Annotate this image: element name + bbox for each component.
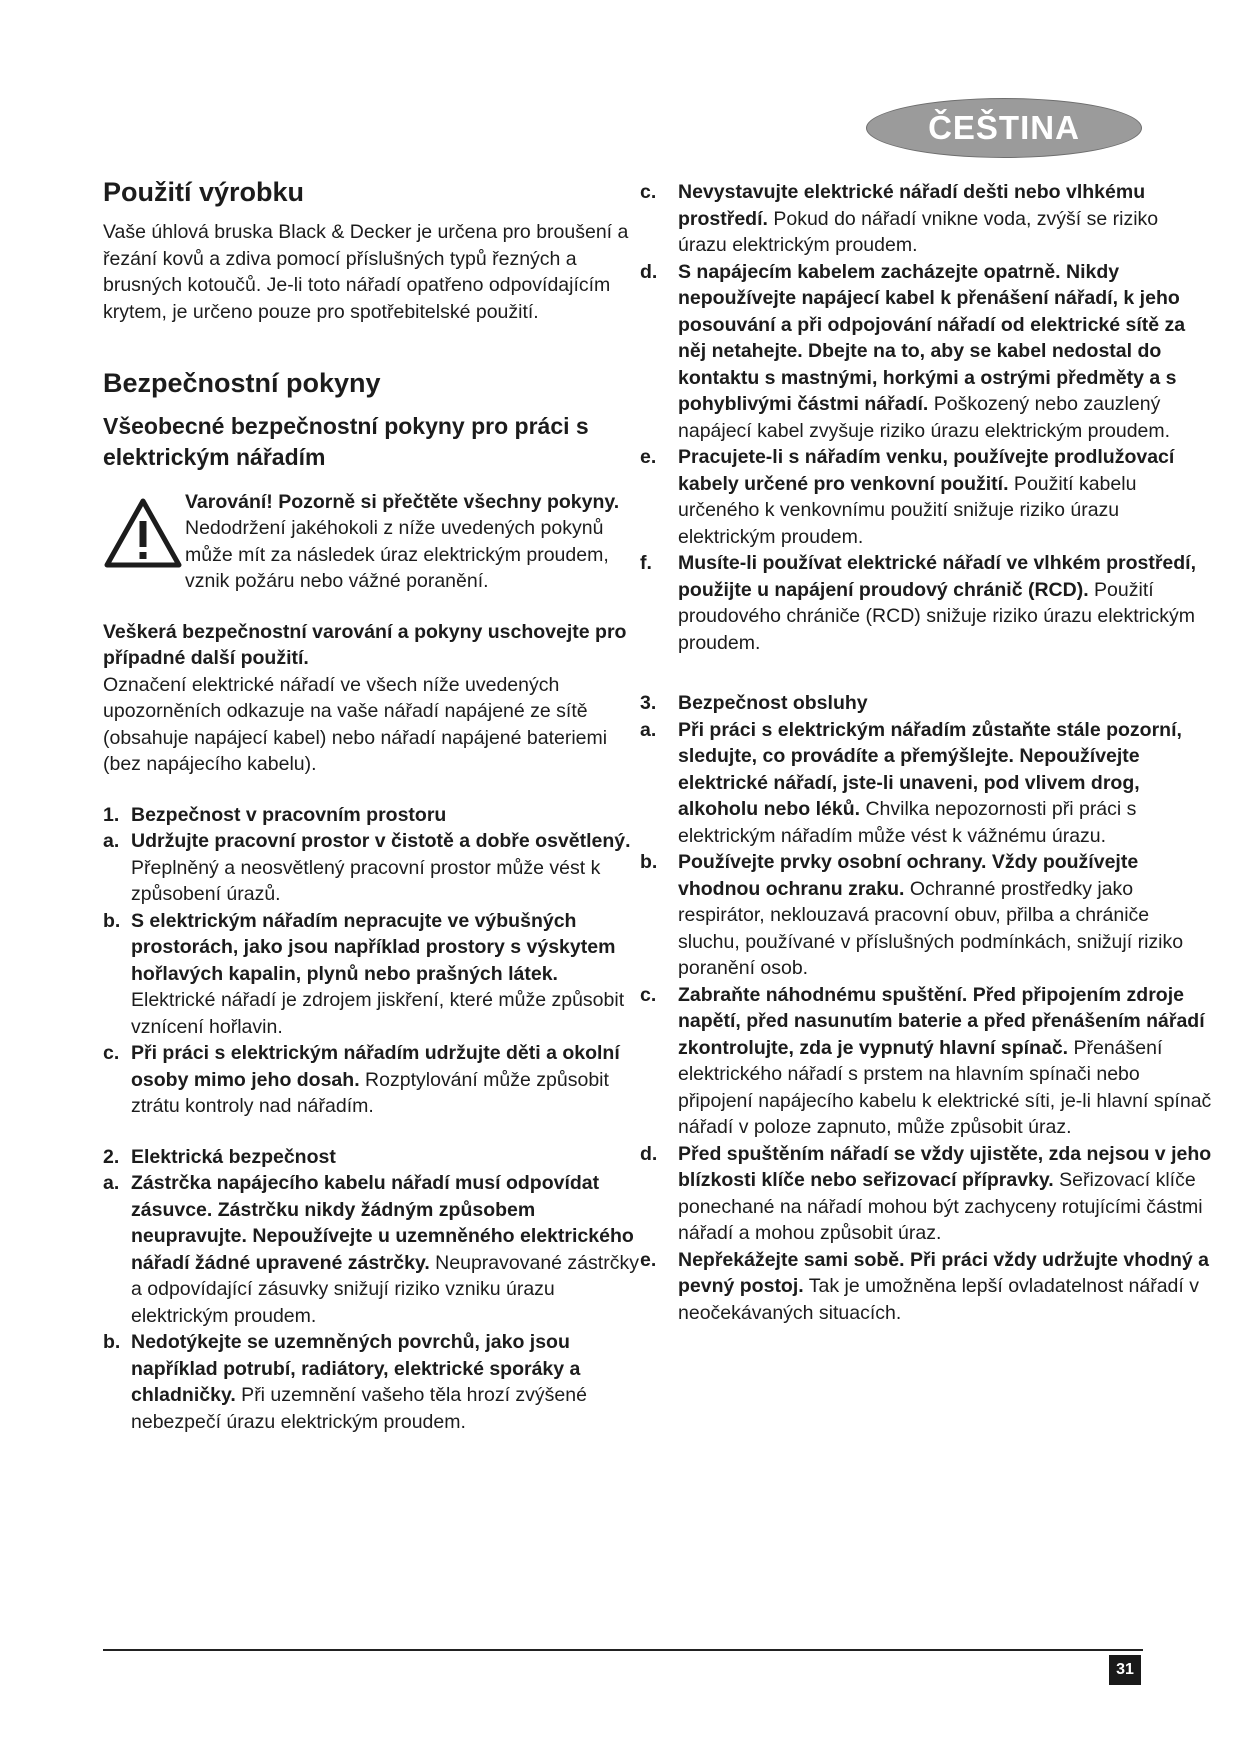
item-bold: Zabraňte náhodnému spuštění. Před připojením zdroje napětí, před nasunutím baterie a před přenášením nářadí zkontrolujte, zda je vypnutý hlavní spínač.	[678, 983, 1205, 1059]
item-text	[678, 1247, 1212, 1327]
item-bold: Při práci s elektrickým nářadím zůstaňte stále pozorní, sledujte, co provádíte a přemýšlejte. Nepoužívejte elektrické nářadí, jste-li unaveni, pod vlivem drog, alkoholu nebo léků.	[678, 718, 1182, 820]
item-bold: Udržujte pracovní prostor v čistotě a dobře osvětlený.	[131, 830, 631, 853]
left-column	[103, 176, 643, 1435]
item-rest: Ochranné prostředky jako respirátor, neklouzavá pracovní obuv, přilba a chrániče sluchu, používané v příslušných podmínkách, snižují riziko poranění osob.	[678, 877, 1184, 979]
safety-title: Bezpečnostní pokyny	[103, 368, 381, 399]
right-column	[640, 179, 1220, 1326]
list-item	[103, 1040, 643, 1120]
item-marker: c.	[640, 983, 657, 1006]
item-rest: Tak je umožněna lepší ovladatelnost nářadí v neočekávaných situacích.	[678, 1275, 1199, 1324]
list-item	[103, 828, 643, 908]
item-bold: Nedotýkejte se uzemněných povrchů, jako jsou například potrubí, radiátory, elektrické sporáky a chladničky.	[131, 1331, 581, 1407]
item-rest: Elektrické nářadí je zdrojem jiskření, které může způsobit vznícení hořlavin.	[131, 989, 625, 1038]
list-item	[103, 908, 643, 1041]
list-item	[640, 550, 1212, 656]
item-text	[678, 550, 1212, 656]
item-text	[131, 908, 643, 1041]
electrical-list-left	[103, 1170, 643, 1435]
item-rest: Použití kabelu určeného k venkovnímu použití snižuje riziko úrazu elektrickým proudem.	[678, 472, 1137, 548]
work-area-heading	[103, 802, 643, 829]
personal-list	[640, 717, 1212, 1327]
item-bold: Před spuštěním nářadí se vždy ujistěte, zda nejsou v jeho blízkosti klíče nebo seřizovací přípravky.	[678, 1142, 1212, 1191]
item-marker: e.	[640, 446, 657, 468]
personal-heading	[640, 690, 1212, 717]
list-item	[640, 717, 1212, 850]
item-rest: Použití proudového chrániče (RCD) snižuje riziko úrazu elektrickým proudem.	[678, 578, 1195, 654]
electrical-title: Elektrická bezpečnost	[131, 1145, 336, 1168]
item-rest: Přeplněný a neosvětlený pracovní prostor může vést k způsobení úrazů.	[131, 856, 601, 906]
item-bold: Používejte prvky osobní ochrany. Vždy používejte vhodnou ochranu zraku.	[678, 851, 1139, 900]
item-text	[678, 1141, 1212, 1247]
item-rest: Rozptylování může způsobit ztrátu kontroly nad nářadím.	[131, 1068, 609, 1118]
item-bold: Nepřekážejte sami sobě. Při práci vždy udržujte vhodný a pevný postoj.	[678, 1248, 1210, 1297]
warning-text	[185, 489, 633, 595]
item-text	[131, 1170, 643, 1329]
item-text	[131, 1329, 643, 1435]
item-marker: d.	[640, 260, 658, 283]
item-text	[678, 179, 1212, 259]
item-marker: a.	[640, 718, 657, 741]
item-rest: Přenášení elektrického nářadí s prstem na hlavním spínači nebo připojení napájecího kabelu k elektrické síti, je-li hlavní spínač nářadí v poloze zapnuto, může způsobit úraz.	[678, 1036, 1212, 1138]
item-rest: Chvilka nepozornosti při práci s elektrickým nářadím může vést k vážnému úrazu.	[678, 798, 1137, 847]
item-marker: b.	[103, 909, 121, 932]
keep-text: Označení elektrické nářadí ve všech níže uvedených upozorněních odkazuje na vaše nářadí napájené ze sítě (obsahuje napájecí kabel) nebo nářadí napájené bateriemi (bez napájecího kabelu).	[103, 673, 608, 776]
item-text	[131, 1040, 643, 1120]
footer-rule	[103, 1649, 1143, 1651]
item-rest: Neupravované zástrčky a odpovídající zásuvky snižují riziko vzniku úrazu elektrickým proudem.	[131, 1251, 639, 1327]
warning-rest: Nedodržení jakéhokoli z níže uvedených pokynů může mít za následek úraz elektrickým proudem, vznik požáru nebo vážné poranění.	[185, 517, 609, 593]
list-item	[103, 1329, 643, 1435]
usage-title: Použití výrobku	[103, 177, 305, 207]
item-marker: c.	[640, 181, 657, 203]
item-bold: Při práci s elektrickým nářadím udržujte děti a okolní osoby mimo jeho dosah.	[131, 1042, 620, 1091]
item-rest: Poškozený nebo zauzlený napájecí kabel zvyšuje riziko úrazu elektrickým proudem.	[678, 393, 1171, 442]
work-area-number: 1.	[103, 803, 120, 826]
item-bold: Pracujete-li s nářadím venku, používejte prodlužovací kabely určené pro venkovní použití.	[678, 446, 1175, 495]
item-marker: b.	[103, 1331, 121, 1354]
work-area-title: Bezpečnost v pracovním prostoru	[131, 803, 447, 826]
personal-number: 3.	[640, 692, 657, 714]
item-text	[678, 444, 1212, 550]
list-item	[640, 982, 1212, 1141]
item-text	[678, 849, 1212, 982]
item-text	[678, 982, 1212, 1141]
item-bold: Nevystavujte elektrické nářadí dešti nebo vlhkému prostředí.	[678, 181, 1146, 230]
list-item	[640, 1141, 1212, 1247]
item-text	[678, 259, 1212, 445]
warning-bold: Varování! Pozorně si přečtěte všechny pokyny.	[185, 490, 620, 513]
personal-title: Bezpečnost obsluhy	[678, 692, 868, 714]
item-marker: a.	[103, 830, 120, 853]
list-item	[640, 444, 1212, 550]
list-item	[640, 1247, 1212, 1327]
item-text	[678, 717, 1212, 850]
item-bold: S napájecím kabelem zacházejte opatrně. Nikdy nepoužívejte napájecí kabel k přenášení nářadí, k jeho posouvání a při odpojování nářadí od elektrické sítě za něj netahejte. Dbejte na to, aby se kabel nedostal do kontaktu s mastnými, horkými a ostrými předměty a s pohyblivými částmi nářadí.	[678, 260, 1186, 415]
item-bold: Musíte-li používat elektrické nářadí ve vlhkém prostředí, použijte u napájení proudový chránič (RCD).	[678, 552, 1197, 601]
usage-text: Vaše úhlová bruska Black & Decker je určena pro broušení a řezání kovů a zdiva pomocí příslušných typů řezných a brusných kotoučů. Je-li toto nářadí opatřeno odpovídajícím krytem, je určeno pouze pro spotřebitelské použití.	[103, 221, 629, 323]
item-marker: c.	[103, 1042, 120, 1065]
item-marker: e.	[640, 1248, 657, 1271]
language-badge: ČEŠTINA	[866, 98, 1142, 158]
item-marker: d.	[640, 1142, 658, 1165]
warning-block	[103, 489, 643, 595]
item-marker: f.	[640, 552, 652, 574]
keep-instructions: Veškerá bezpečnostní varování a pokyny uschovejte pro případné další použití.	[103, 620, 627, 670]
list-item	[640, 259, 1212, 445]
item-rest: Seřizovací klíče ponechané na nářadí mohou být zachyceny rotujícími částmi nářadí a mohou způsobit úraz.	[678, 1169, 1203, 1244]
page-number: 31	[1109, 1655, 1141, 1685]
item-bold: Zástrčka napájecího kabelu nářadí musí odpovídat zásuvce. Zástrčku nikdy žádným způsobem neupravujte. Nepoužívejte u uzemněného elektrického nářadí žádné upravené zástrčky.	[131, 1172, 634, 1274]
electrical-number: 2.	[103, 1145, 120, 1168]
electrical-heading	[103, 1144, 643, 1171]
list-item	[103, 1170, 643, 1329]
item-rest: Pokud do nářadí vnikne voda, zvýší se riziko úrazu elektrickým proudem.	[678, 207, 1159, 256]
item-text	[131, 828, 643, 908]
item-rest: Při uzemnění vašeho těla hrozí zvýšené nebezpečí úrazu elektrickým proudem.	[131, 1384, 587, 1433]
item-marker: b.	[640, 851, 658, 873]
electrical-list-right	[640, 179, 1212, 656]
list-item	[640, 179, 1212, 259]
safety-subtitle: Všeobecné bezpečnostní pokyny pro práci s elektrickým nářadím	[103, 412, 589, 470]
item-marker: a.	[103, 1172, 120, 1195]
work-area-list	[103, 828, 643, 1120]
warning-triangle-icon	[103, 497, 183, 569]
item-bold: S elektrickým nářadím nepracujte ve výbušných prostorách, jako jsou například prostory s výskytem hořlavých kapalin, plynů nebo prašných látek.	[131, 909, 616, 985]
list-item	[640, 849, 1212, 982]
